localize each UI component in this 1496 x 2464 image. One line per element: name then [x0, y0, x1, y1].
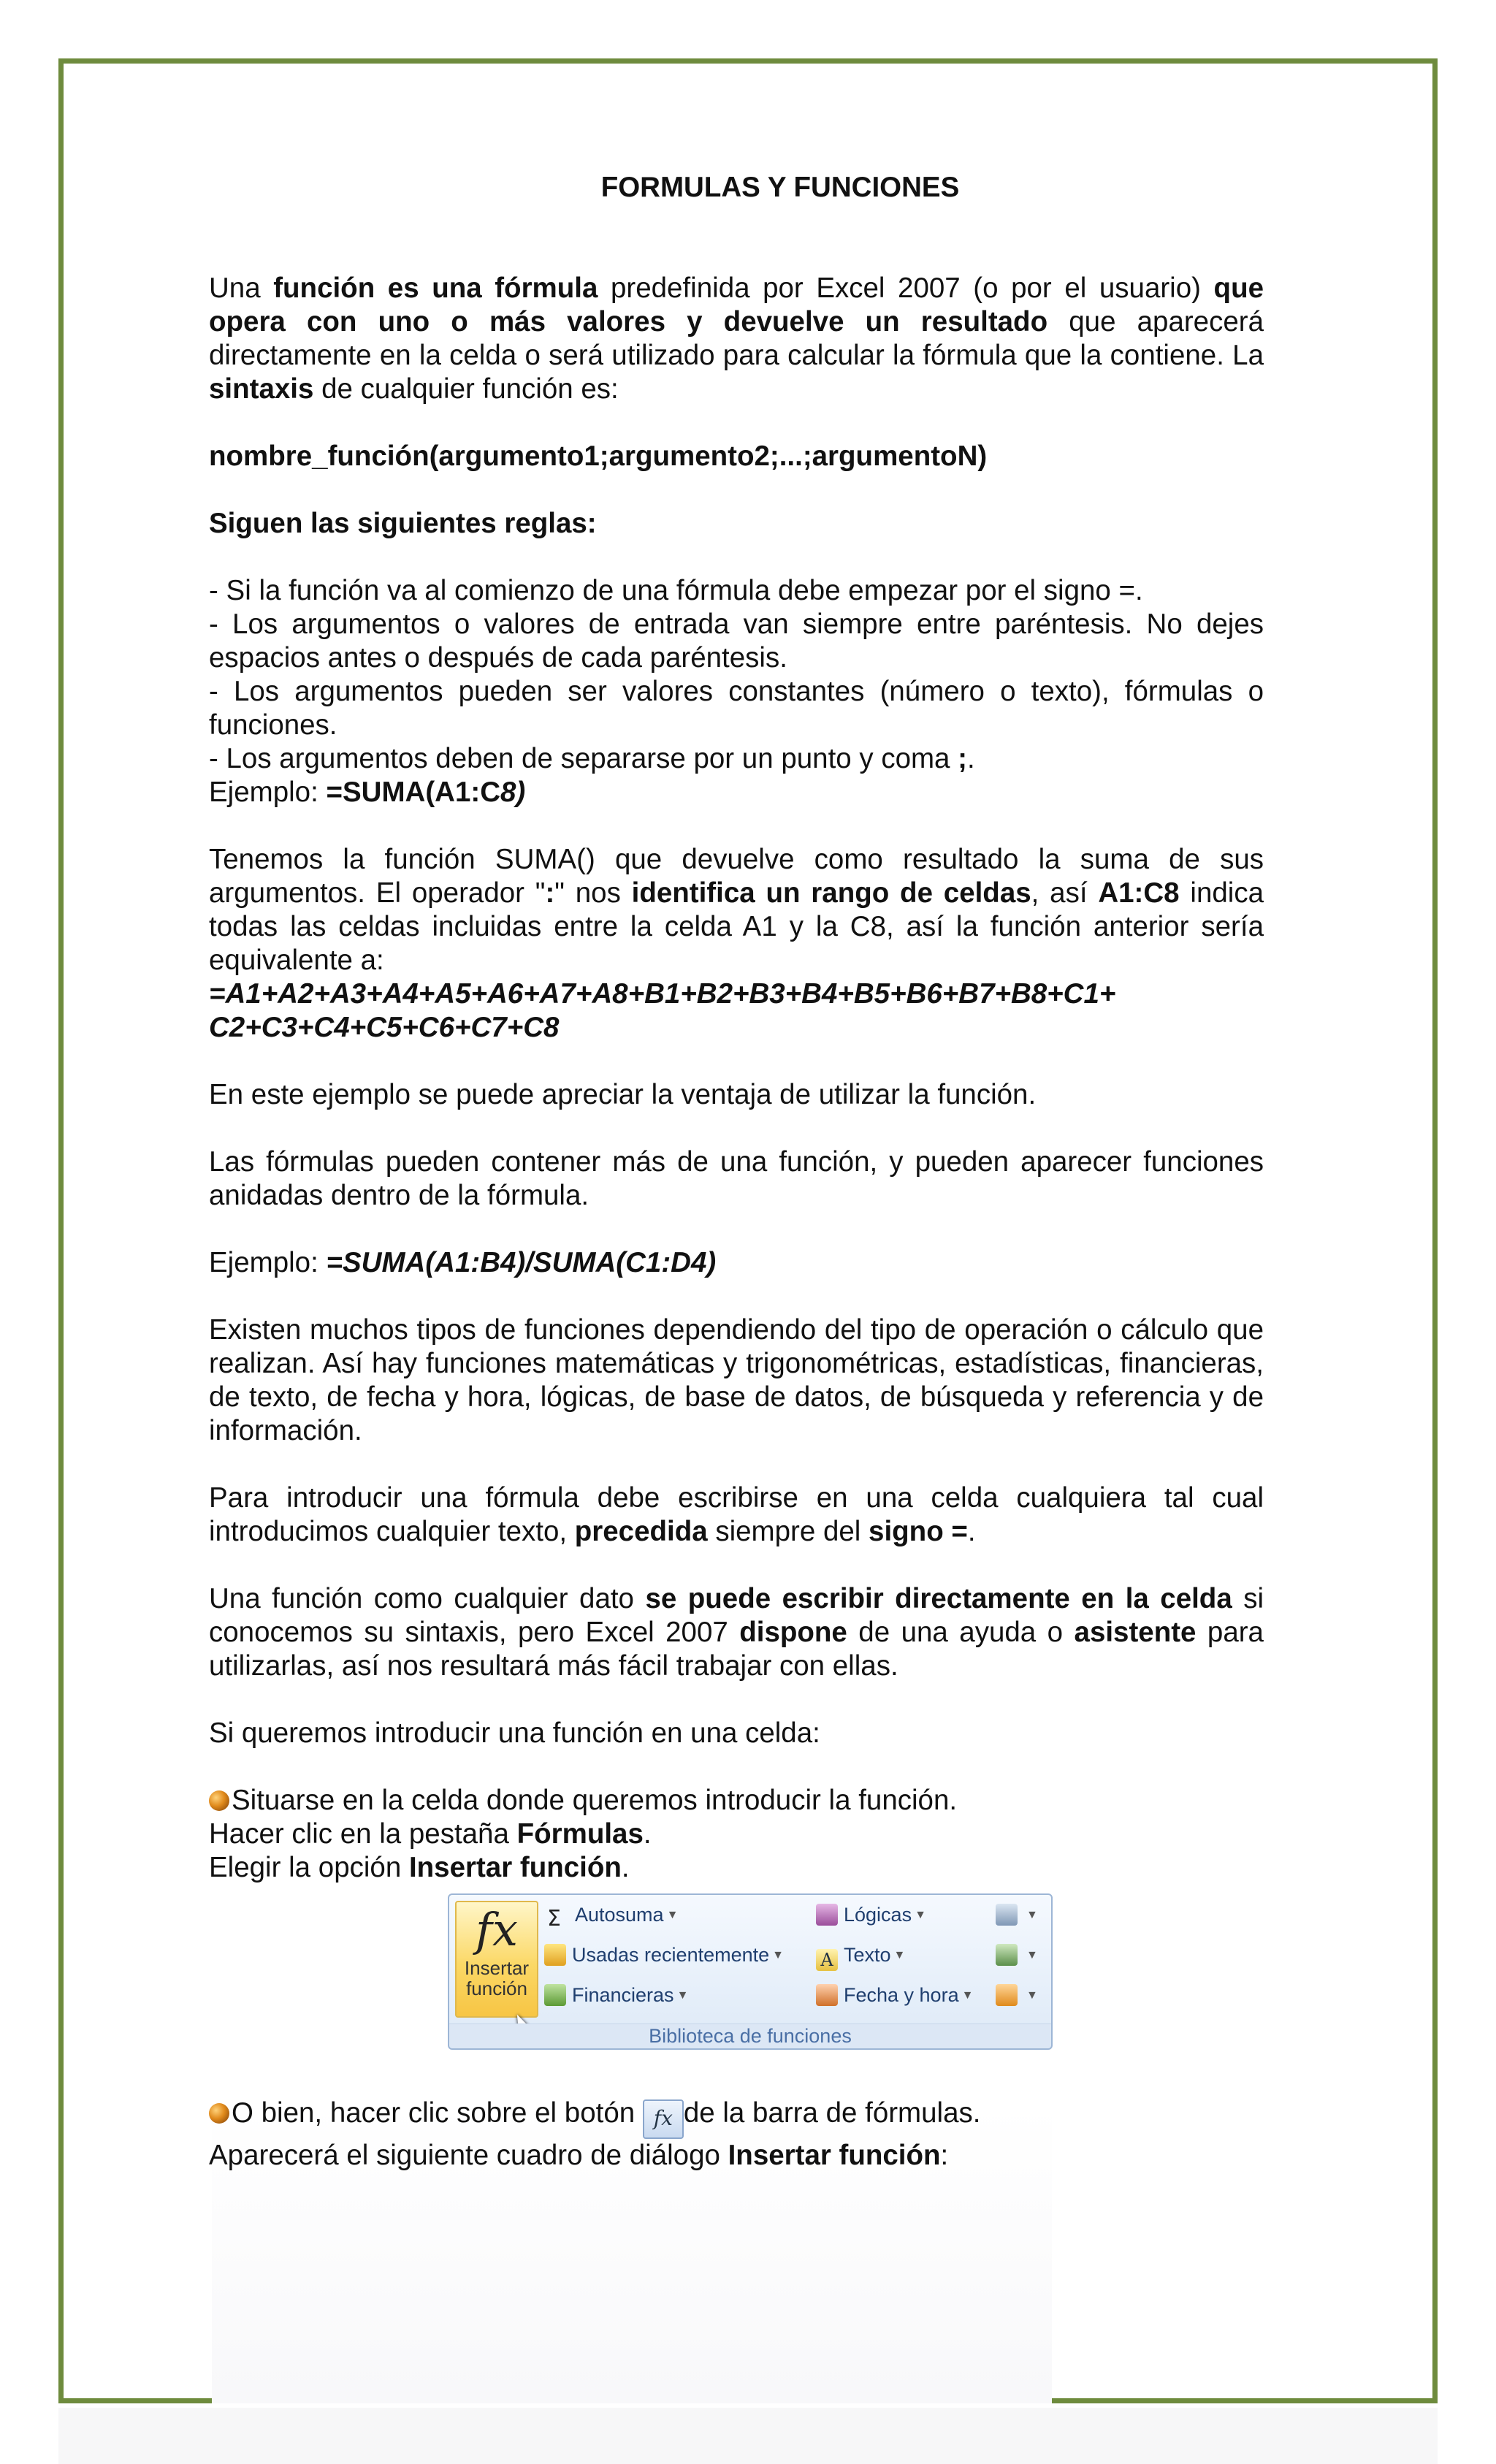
usadas-button[interactable]: Usadas recientemente ▼: [544, 1944, 784, 1967]
function-library-ribbon: [448, 1893, 1053, 2050]
lookup-button[interactable]: ▼: [996, 1904, 1038, 1926]
sigma-icon: Σ: [547, 1906, 561, 1931]
fx-icon: fx: [476, 1903, 518, 1956]
fx-button[interactable]: fx: [643, 2099, 684, 2139]
step-1: Situarse en la celda donde queremos introducir la función.: [209, 1784, 1264, 1818]
rules-heading: Siguen las siguientes reglas:: [209, 508, 597, 539]
bullet-icon: [209, 1790, 229, 1811]
intro-paragraph: Una función es una fórmula predefinida por Excel 2007 (o por el usuario) que opera con uno o más valores y devuelve un resultado que aparecerá directamente en la celda o será utilizado para calcular la fórmula que la contiene. La sintaxis de cualquier función es:: [209, 272, 1264, 405]
insert-label-2: función: [466, 1977, 527, 1999]
rule-1: - Si la función va al comienzo de una fórmula debe empezar por el signo =.: [209, 575, 1143, 606]
page-title: FORMULAS Y FUNCIONES: [600, 172, 960, 203]
syntax-line: nombre_función(argumento1;argumento2;...;argumentoN): [209, 440, 988, 472]
texto-button[interactable]: A Texto ▼: [816, 1944, 905, 1971]
introducir-paragraph: Para introducir una fórmula debe escribirse en una celda cualquiera tal cual introducimos cualquier texto, precedida siempre del signo =.: [209, 1482, 1264, 1547]
ribbon-screenshot: [209, 1893, 1264, 2083]
rule-2: - Los argumentos o valores de entrada van siempre entre paréntesis. No dejes espacios antes o después de cada paréntesis.: [209, 609, 1264, 674]
math-button[interactable]: ▼: [996, 1944, 1038, 1967]
star-icon: [544, 1944, 566, 1966]
step-3: Elegir la opción Insertar función.: [209, 1852, 630, 1883]
si-queremos-paragraph: Si queremos introducir una función en una celda:: [209, 1717, 820, 1749]
example-2: Ejemplo: =SUMA(A1:B4)/SUMA(C1:D4): [209, 1247, 717, 1278]
equivalent-formula: =A1+A2+A3+A4+A5+A6+A7+A8+B1+B2+B3+B4+B5+B6+B7+B8+C1+ C2+C3+C4+C5+C6+C7+C8: [209, 978, 1116, 1043]
aparecera-line: Aparecerá el siguiente cuadro de diálogo Insertar función:: [209, 2140, 949, 2171]
bullet-icon: [209, 2103, 229, 2124]
escribir-paragraph: Una función como cualquier dato se puede escribir directamente en la celda si conocemos su sintaxis, pero Excel 2007 dispone de una ayuda o asistente para utilizarlas, así nos resultará más fácil trabajar con ellas.: [209, 1583, 1264, 1682]
financieras-button[interactable]: Financieras ▼: [544, 1984, 688, 2007]
example-1: Ejemplo: =SUMA(A1:C8): [209, 777, 526, 808]
text-a-icon: A: [816, 1949, 838, 1971]
rule-3: - Los argumentos pueden ser valores constantes (número o texto), fórmulas o funciones.: [209, 676, 1264, 741]
anidadas-paragraph: Las fórmulas pueden contener más de una función, y pueden aparecer funciones anidadas dentro de la fórmula.: [209, 1146, 1264, 1211]
ribbon-group-label: Biblioteca de funciones: [449, 2024, 1051, 2048]
page-bottom-area: [58, 2408, 1438, 2464]
rule-4: - Los argumentos deben de separarse por un punto y coma ;.: [209, 743, 975, 774]
obien-line: O bien, hacer clic sobre el botón fx de la barra de fórmulas.: [209, 2097, 1264, 2139]
insert-function-button[interactable]: [455, 1901, 538, 2018]
more-functions-button[interactable]: ▼: [996, 1984, 1038, 2007]
logicas-button[interactable]: Lógicas ▼: [816, 1904, 926, 1926]
ventaja-paragraph: En este ejemplo se puede apreciar la ventaja de utilizar la función.: [209, 1079, 1037, 1110]
books-icon: [996, 1984, 1018, 2006]
tipos-paragraph: Existen muchos tipos de funciones dependiendo del tipo de operación o cálculo que realizan. Así hay funciones matemáticas y trigonométricas, estadísticas, financieras, de texto, de fecha y hora, lógicas, de base de datos, de búsqueda y referencia y de información.: [209, 1314, 1264, 1446]
step-2: Hacer clic en la pestaña Fórmulas.: [209, 1818, 652, 1850]
suma-paragraph: Tenemos la función SUMA() que devuelve como resultado la suma de sus argumentos. El operador ":" nos identifica un rango de celdas, así A1:C8 indica todas las celdas incluidas entre la celda A1 y la C8, así la función anterior sería equivalente a:: [209, 844, 1264, 976]
fecha-button[interactable]: Fecha y hora ▼: [816, 1984, 973, 2007]
book-green-icon: [544, 1984, 566, 2006]
document-body: [209, 171, 1264, 2173]
insert-label-1: Insertar: [464, 1957, 530, 1979]
autosuma-button[interactable]: Σ Autosuma ▼: [547, 1904, 679, 1931]
magnifier-icon: [996, 1904, 1018, 1926]
calendar-icon: [816, 1984, 838, 2006]
theta-icon: [996, 1944, 1018, 1966]
book-purple-icon: [816, 1904, 838, 1926]
